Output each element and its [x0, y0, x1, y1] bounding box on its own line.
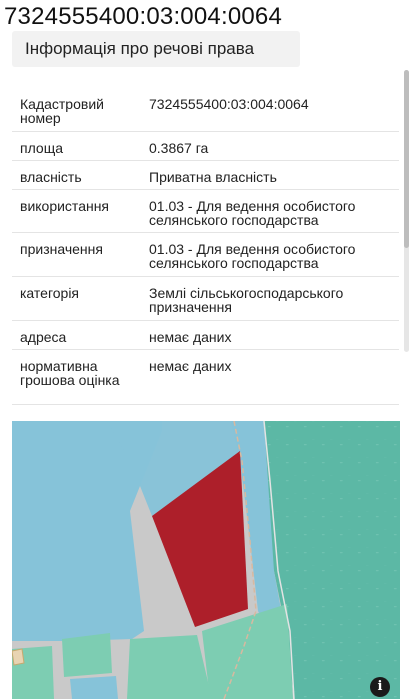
row-value: 01.03 - Для ведення особистого селянського господарства	[149, 198, 356, 228]
row-label: призначення	[20, 241, 103, 257]
table-row	[12, 350, 399, 405]
row-label: використання	[20, 198, 110, 214]
row-value: 0.3867 га	[149, 140, 209, 156]
table-row	[12, 88, 399, 132]
row-value: Землі сільськогосподарського призначення	[149, 285, 344, 315]
map-info-button[interactable]: i	[370, 677, 390, 697]
scrollbar-thumb[interactable]	[404, 70, 409, 248]
table-row	[12, 233, 399, 277]
table-row	[12, 321, 399, 350]
row-value: немає даних	[149, 329, 232, 345]
row-label: власність	[20, 169, 82, 185]
map-canvas	[12, 421, 400, 699]
tab-property-rights[interactable]	[12, 31, 300, 67]
row-label: нормативна грошова оцінка	[20, 358, 120, 388]
row-value: Приватна власність	[149, 169, 277, 185]
row-label: площа	[20, 140, 63, 156]
tab-label: Інформація про речові права	[25, 39, 255, 58]
rights-table	[12, 88, 399, 405]
cadastral-map[interactable]	[12, 421, 400, 699]
table-row	[12, 277, 399, 321]
page-title: 7324555400:03:004:0064	[4, 3, 283, 30]
table-row	[12, 190, 399, 233]
row-value: 7324555400:03:004:0064	[149, 96, 309, 112]
row-label: адреса	[20, 329, 67, 345]
row-label: категорія	[20, 285, 80, 301]
table-row	[12, 132, 399, 161]
row-value: немає даних	[149, 358, 232, 374]
row-value: 01.03 - Для ведення особистого селянського господарства	[149, 241, 356, 271]
table-row	[12, 161, 399, 190]
row-label: Кадастровий номер	[20, 96, 104, 126]
